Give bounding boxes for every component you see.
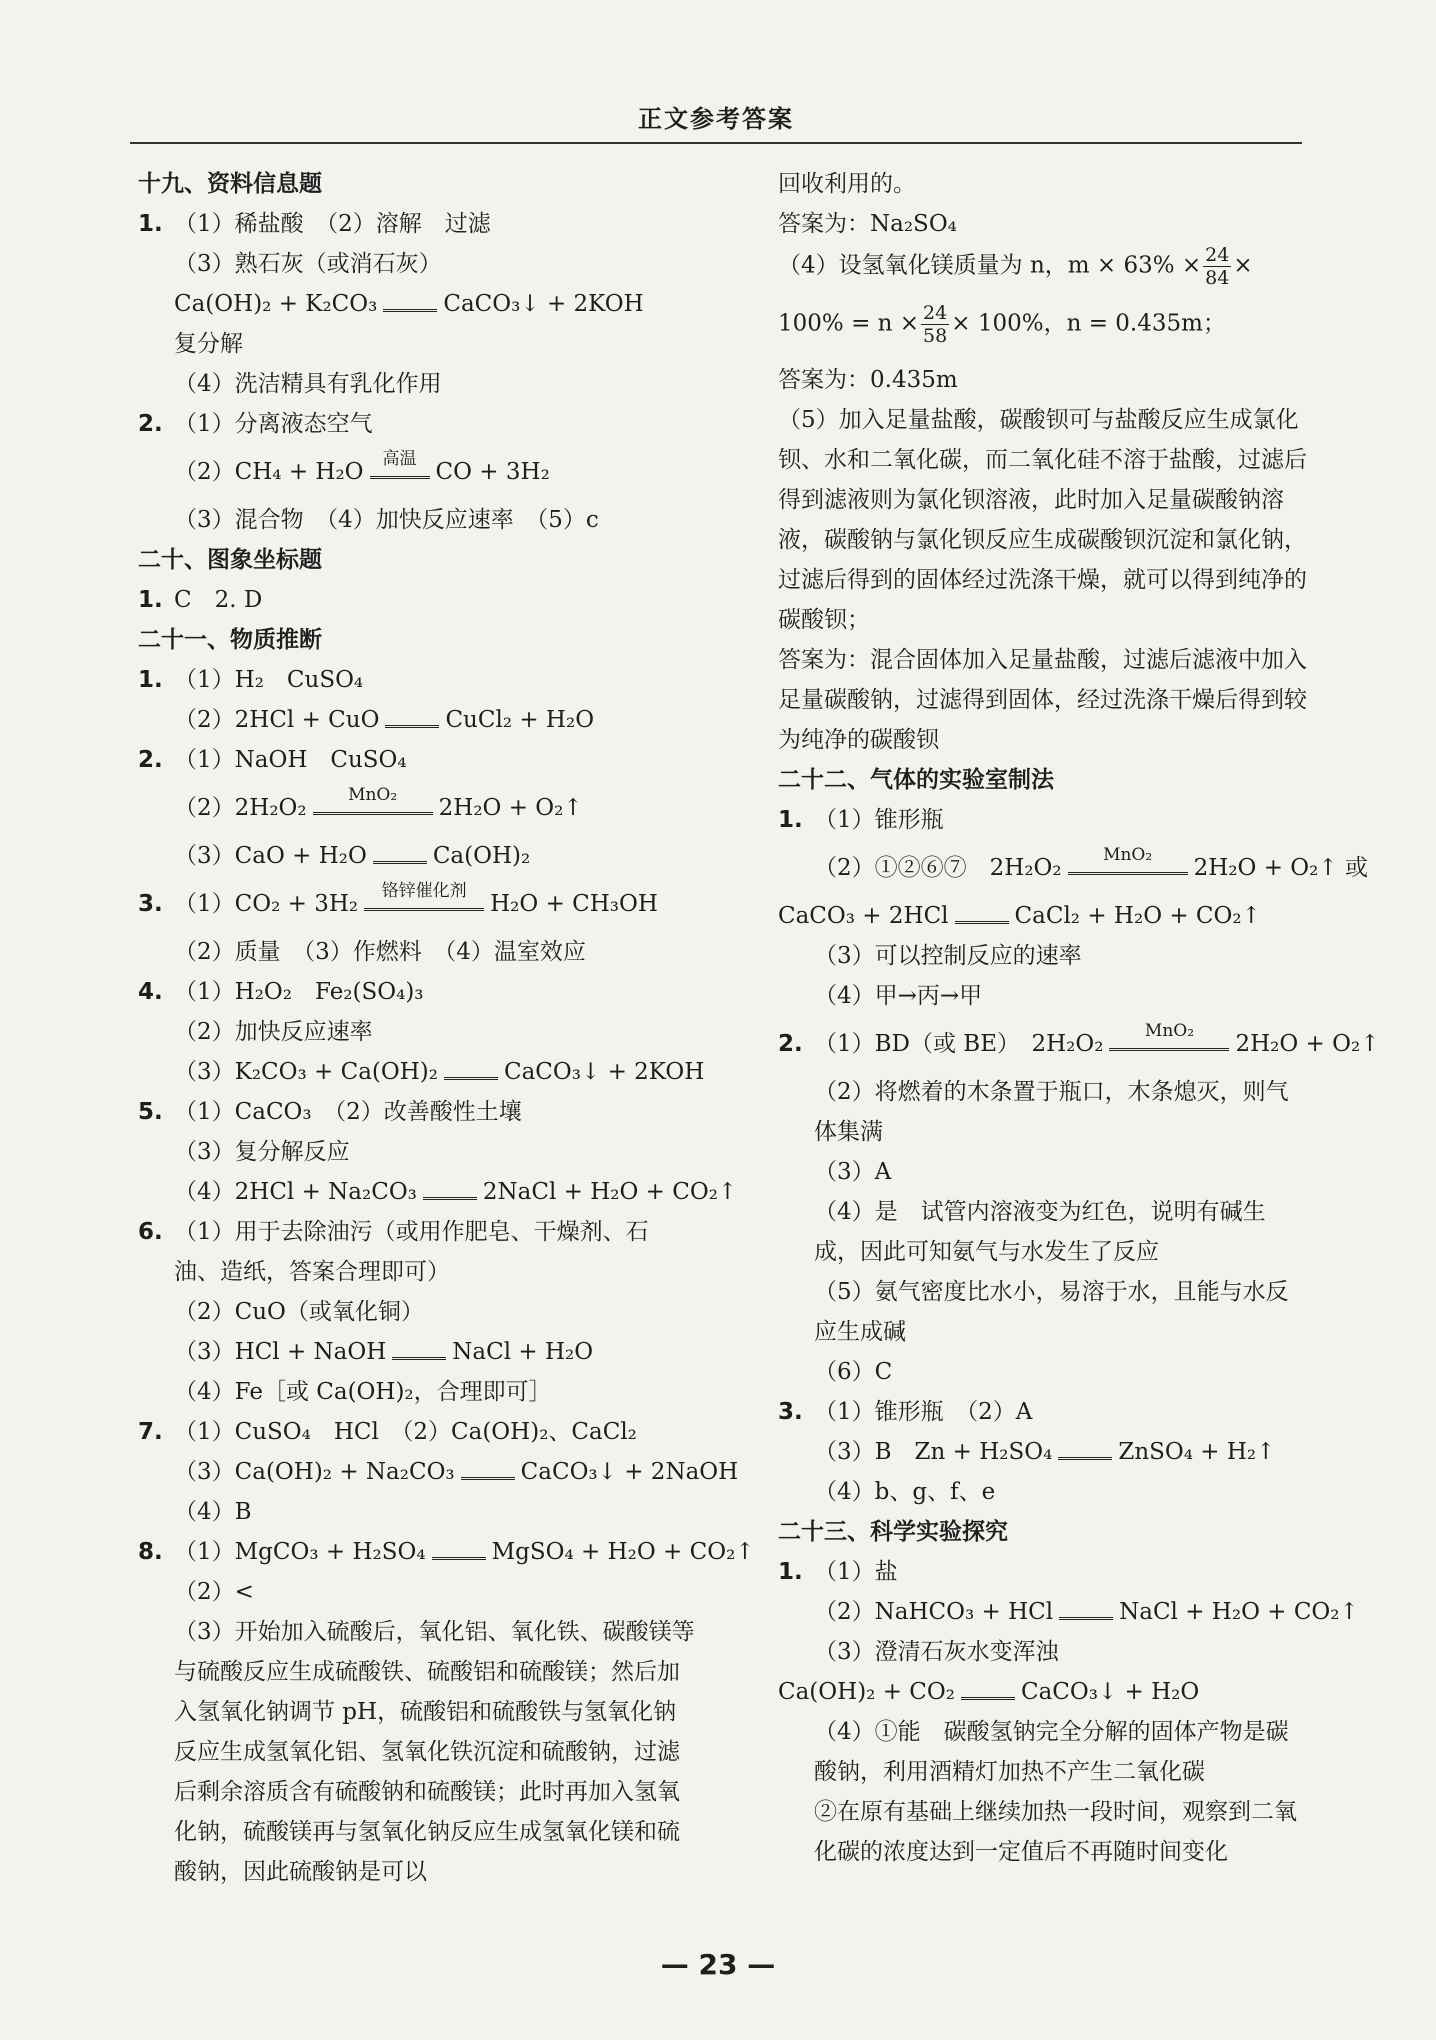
answer-line (138, 660, 698, 700)
question-number: 8. (138, 1539, 163, 1565)
answer-paragraph: 答案为：混合固体加入足量盐酸，过滤后滤液中加入足量碳酸钠，过滤得到固体，经过洗涤干燥后得到较为纯净的碳酸钡 (778, 647, 1307, 753)
equation-reactants: CaCO₃ + 2HCl (778, 903, 949, 929)
equation-products: 2H₂O + O₂↑ (1235, 1031, 1380, 1057)
right-column (778, 164, 1380, 1872)
answer-text: （1）锥形瓶 (814, 807, 944, 833)
equation-line (778, 1016, 1380, 1072)
equation-products: H₂O + CH₃OH (490, 891, 658, 917)
reaction-condition-arrow (1109, 1021, 1229, 1051)
equation-line (138, 1332, 698, 1372)
answer-line: （2）CuO（或氧化铜） (174, 1299, 424, 1325)
section-heading: 十九、资料信息题 (138, 171, 322, 197)
equation-equals-sign (955, 911, 1009, 924)
equation-products: CO + 3H₂ (435, 459, 550, 485)
answer-line: （2）质量 （3）作燃料 （4）温室效应 (174, 939, 586, 965)
answer-text: （1）稀盐酸 （2）溶解 过滤 (174, 211, 491, 237)
equation-equals-sign (444, 1067, 498, 1080)
answer-line (778, 1392, 1308, 1432)
answer-text: （4）设氢氧化镁质量为 n，m × 63% × (778, 252, 1202, 279)
answer-text: （1）盐 (814, 1559, 898, 1585)
equation-reactants: （3）CaO + H₂O (174, 843, 367, 869)
equation-products: MgSO₄ + H₂O + CO₂↑ (491, 1539, 755, 1565)
equation-products: Ca(OH)₂ (432, 843, 531, 869)
answer-paragraph: （2）将燃着的木条置于瓶口，木条熄灭，则气体集满 (814, 1079, 1289, 1145)
answer-line (138, 972, 698, 1012)
equation-line (778, 840, 1368, 896)
fraction-line (778, 244, 1308, 302)
equation-reactants: （2）NaHCO₃ + HCl (814, 1599, 1054, 1625)
answer-line: （2）< (174, 1579, 254, 1605)
answer-text: （1）用于去除油污（或用作肥皂、干燥剂、石 (174, 1219, 649, 1245)
answer-line: 复分解 (174, 331, 243, 357)
section-heading: 二十二、气体的实验室制法 (778, 767, 1054, 793)
equation-reactants: Ca(OH)₂ + K₂CO₃ (174, 291, 378, 317)
answer-line: （3）澄清石灰水变浑浊 (814, 1639, 1059, 1665)
answer-paragraph: （5）氨气密度比水小，易溶于水，且能与水反应生成碱 (814, 1279, 1289, 1345)
answer-line (778, 1552, 1308, 1592)
fraction-numerator: 24 (1205, 244, 1230, 266)
equation-equals-sign (1058, 1447, 1112, 1460)
answer-line: （3）混合物 （4）加快反应速率 （5）c (174, 507, 599, 533)
equation-line (138, 876, 698, 932)
answer-text: （1）分离液态空气 (174, 411, 373, 437)
equation-reactants: （2）2H₂O₂ (174, 795, 307, 821)
question-number: 2. (138, 747, 163, 773)
equation-line (778, 1672, 1308, 1712)
answer-line (138, 740, 698, 780)
question-number: 1. (778, 1559, 803, 1585)
equation-reactants: （2）CH₄ + H₂O (174, 459, 364, 485)
answer-text: （1）CaCO₃ （2）改善酸性土壤 (174, 1099, 522, 1125)
question-number: 7. (138, 1419, 163, 1445)
question-number: 1. (138, 211, 163, 237)
page-number: — 23 — (660, 1948, 776, 1981)
equation-reactants: （3）Ca(OH)₂ + Na₂CO₃ (174, 1459, 455, 1485)
answer-line: （3）熟石灰（或消石灰） (174, 251, 442, 277)
answer-line (138, 204, 698, 244)
answer-line: （4）Fe［或 Ca(OH)₂，合理即可］ (174, 1379, 552, 1405)
equation-line (138, 284, 698, 324)
answer-text: （1）H₂ CuSO₄ (174, 667, 364, 693)
fraction-numerator: 24 (923, 302, 948, 324)
answer-paragraph: （4）是 试管内溶液变为红色，说明有碱生成，因此可知氨气与水发生了反应 (814, 1199, 1266, 1265)
equation-line (138, 444, 698, 500)
page-header (130, 96, 1302, 144)
answer-line (138, 580, 698, 620)
equation-equals-sign (383, 299, 437, 312)
equation-line (778, 1432, 1308, 1472)
equation-equals-sign (961, 1687, 1015, 1700)
answer-text: C 2. D (174, 587, 263, 613)
equation-products: ZnSO₄ + H₂↑ (1118, 1439, 1276, 1465)
answer-text: （1）锥形瓶 （2）A (814, 1399, 1033, 1425)
question-number: 6. (138, 1219, 163, 1245)
equation-products: 2NaCl + H₂O + CO₂↑ (482, 1179, 738, 1205)
section-heading: 二十三、科学实验探究 (778, 1519, 1008, 1545)
equation-reactants: Ca(OH)₂ + CO₂ (778, 1679, 955, 1705)
section-heading: 二十、图象坐标题 (138, 547, 322, 573)
answer-line: （4）B (174, 1499, 252, 1525)
answer-line: 答案为：Na₂SO₄ (778, 211, 957, 237)
equation-products: CaCO₃↓ + H₂O (1020, 1679, 1200, 1705)
answer-line (778, 800, 1308, 840)
answer-paragraph: （4）①能 碳酸氢钠完全分解的固体产物是碳酸钠，利用酒精灯加热不产生二氧化碳 (814, 1719, 1289, 1785)
reaction-condition: MnO₂ (1144, 1021, 1195, 1041)
question-number: 2. (778, 1031, 803, 1057)
equation-line (138, 700, 698, 740)
equation-products: 2H₂O + O₂↑ (438, 795, 583, 821)
equation-line (138, 780, 698, 836)
fraction-denominator: 58 (923, 325, 948, 347)
fraction (1203, 244, 1231, 289)
reaction-condition: 铬锌催化剂 (381, 881, 467, 901)
answer-line (138, 1092, 698, 1132)
answer-line (138, 1412, 698, 1452)
equation-products: CaCO₃↓ + 2KOH (504, 1059, 705, 1085)
equation-line (778, 1592, 1359, 1632)
equation-line (138, 1532, 755, 1572)
equation-products: 2H₂O + O₂↑ 或 (1193, 855, 1368, 881)
fraction (921, 302, 949, 347)
question-number: 3. (778, 1399, 803, 1425)
equation-line (778, 896, 1308, 936)
answer-line: 答案为：0.435m (778, 367, 958, 393)
answer-line: （4）甲→丙→甲 (814, 983, 983, 1009)
answer-line: 油、造纸，答案合理即可） (174, 1259, 450, 1285)
answer-paragraph: （5）加入足量盐酸，碳酸钡可与盐酸反应生成氯化钡、水和二氧化碳，而二氧化硅不溶于盐酸，过滤后得到滤液则为氯化钡溶液，此时加入足量碳酸钠溶液，碳酸钠与氯化钡反应生成碳酸钡沉淀和氯化钠，过滤后得到的固体经过洗涤干燥，就可以得到纯净的碳酸钡； (778, 407, 1307, 633)
equation-reactants: （1）BD（或 BE） 2H₂O₂ (814, 1031, 1104, 1057)
answer-text: （1）NaOH CuSO₄ (174, 747, 407, 773)
answer-line: （2）加快反应速率 (174, 1019, 373, 1045)
equation-products: CaCl₂ + H₂O + CO₂↑ (1014, 903, 1261, 929)
question-number: 1. (138, 667, 163, 693)
equation-reactants: （3）B Zn + H₂SO₄ (814, 1439, 1053, 1465)
left-column (138, 164, 755, 1892)
question-number: 4. (138, 979, 163, 1005)
answer-paragraph: ②在原有基础上继续加热一段时间，观察到二氧化碳的浓度达到一定值后不再随时间变化 (814, 1799, 1297, 1865)
question-number: 5. (138, 1099, 163, 1125)
answer-text: × (1233, 252, 1253, 279)
equation-reactants: （4）2HCl + Na₂CO₃ (174, 1179, 417, 1205)
reaction-condition: MnO₂ (348, 785, 398, 805)
answer-line: （3）A (814, 1159, 892, 1185)
answer-line: （3）复分解反应 (174, 1139, 350, 1165)
equation-reactants: （2）①②⑥⑦ 2H₂O₂ (814, 855, 1062, 881)
equation-reactants: （3）HCl + NaOH (174, 1339, 387, 1365)
equation-equals-sign (392, 1347, 446, 1360)
answer-paragraph: （3）开始加入硫酸后，氧化铝、氧化铁、碳酸镁等与硫酸反应生成硫酸铁、硫酸铝和硫酸镁；然后加入氢氧化钠调节 pH，硫酸铝和硫酸铁与氢氧化钠反应生成氢氧化铝、氢氧化铁沉淀和硫酸钠，过滤后剩余溶质含有硫酸钠和硫酸镁；此时再加入氢氧化钠，硫酸镁再与氢氧化钠反应生成氢氧化镁和硫酸钠，因此硫酸钠是可以 (174, 1619, 695, 1885)
question-number: 2. (138, 411, 163, 437)
answer-text: 100% = n × (778, 310, 920, 337)
equation-products: CaCO₃↓ + 2KOH (443, 291, 644, 317)
equation-equals-sign (373, 851, 427, 864)
question-number: 1. (778, 807, 803, 833)
fraction-line (778, 302, 1308, 360)
question-number: 3. (138, 891, 163, 917)
equation-products: CaCO₃↓ + 2NaOH (520, 1459, 739, 1485)
equation-line (138, 1452, 739, 1492)
equation-equals-sign (1059, 1607, 1113, 1620)
equation-reactants: （1）CO₂ + 3H₂ (174, 891, 359, 917)
equation-equals-sign (432, 1547, 486, 1560)
answer-line (138, 404, 698, 444)
equation-equals-sign (423, 1187, 477, 1200)
equation-reactants: （2）2HCl + CuO (174, 707, 380, 733)
answer-text: （1）H₂O₂ Fe₂(SO₄)₃ (174, 979, 424, 1005)
section-heading: 二十一、物质推断 (138, 627, 322, 653)
equation-line (138, 1052, 705, 1092)
equation-line (138, 1172, 738, 1212)
fraction-denominator: 84 (1205, 267, 1230, 289)
equation-reactants: （3）K₂CO₃ + Ca(OH)₂ (174, 1059, 438, 1085)
reaction-condition-arrow (370, 449, 430, 479)
answer-line (138, 1212, 698, 1252)
reaction-condition: MnO₂ (1103, 845, 1153, 865)
answer-line: （4）洗洁精具有乳化作用 (174, 371, 442, 397)
header-title: 正文参考答案 (638, 105, 794, 133)
answer-line: （3）可以控制反应的速率 (814, 943, 1082, 969)
answer-line: （6）C (814, 1359, 893, 1385)
equation-equals-sign (461, 1467, 515, 1480)
reaction-condition-arrow (313, 785, 433, 815)
answer-text: （1）CuSO₄ HCl （2）Ca(OH)₂、CaCl₂ (174, 1419, 637, 1445)
answer-line: （4）b、g、f、e (814, 1479, 996, 1505)
reaction-condition-arrow (1068, 845, 1188, 875)
equation-products: NaCl + H₂O (452, 1339, 594, 1365)
equation-reactants: （1）MgCO₃ + H₂SO₄ (174, 1539, 426, 1565)
reaction-condition-arrow (364, 881, 484, 911)
question-number: 1. (138, 587, 163, 613)
equation-line (138, 836, 698, 876)
equation-products: NaCl + H₂O + CO₂↑ (1119, 1599, 1359, 1625)
equation-products: CuCl₂ + H₂O (445, 707, 595, 733)
answer-line: 回收利用的。 (778, 171, 916, 197)
answer-text: × 100%，n = 0.435m； (951, 310, 1226, 337)
equation-equals-sign (385, 715, 439, 728)
reaction-condition: 高温 (382, 449, 417, 469)
